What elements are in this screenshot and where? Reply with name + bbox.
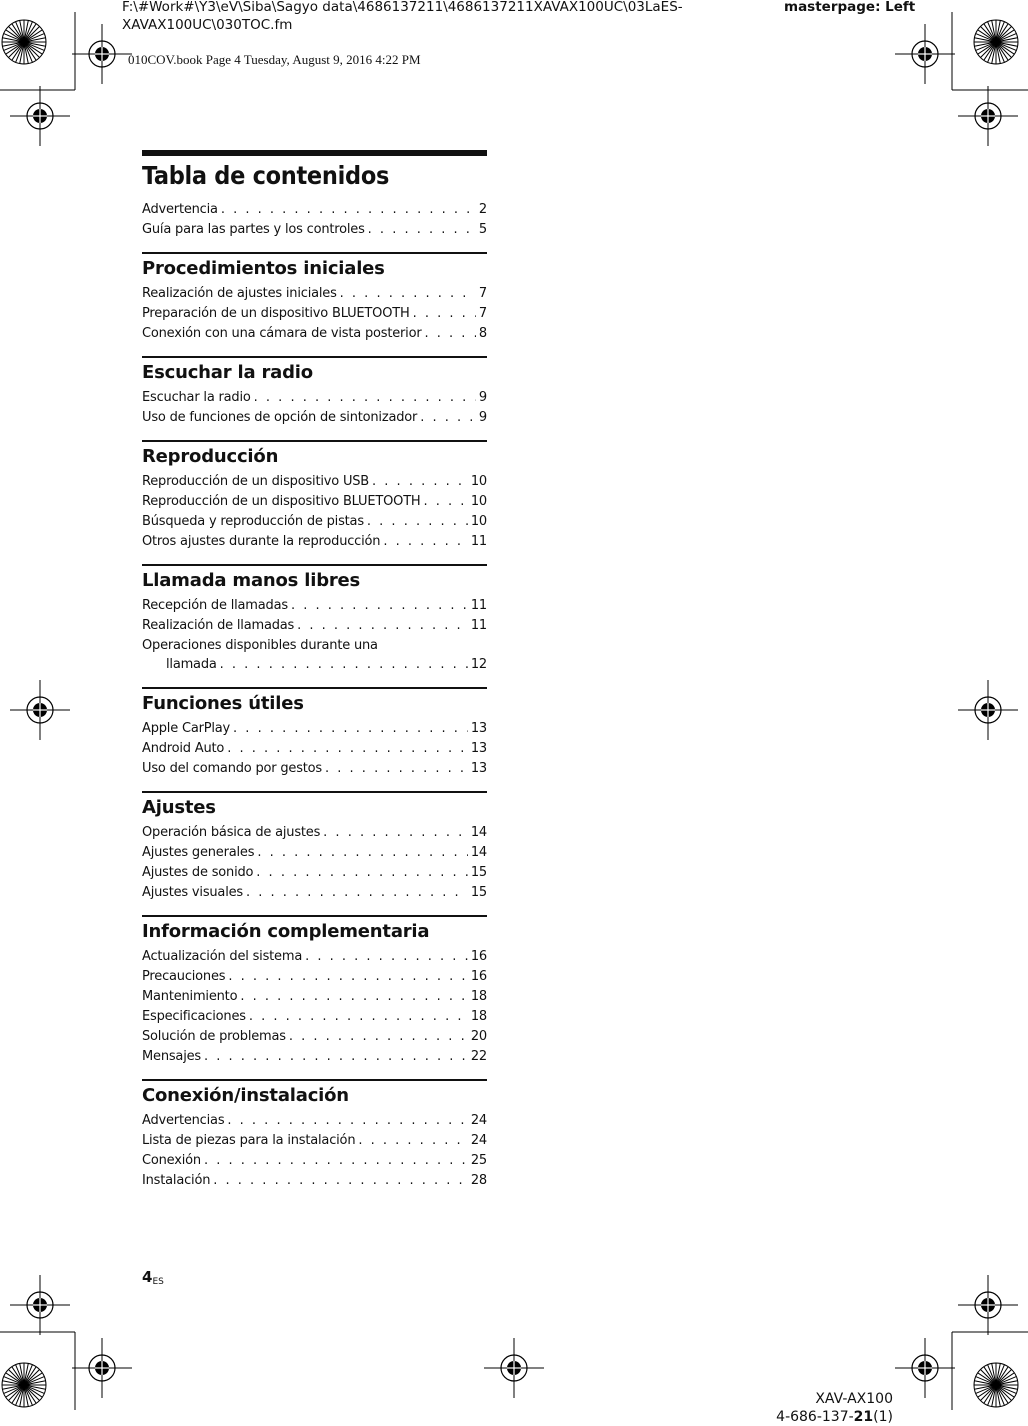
table-of-contents [142,150,487,1191]
toc-entry[interactable]: Conexión con una cámara de vista posterior . . . 8 [142,324,487,344]
toc-title-block [142,150,487,194]
section-title: Reproducción [142,446,279,467]
toc-section-procedimientos [142,252,487,344]
toc-entry[interactable]: Mensajes . . . 22 [142,1047,487,1067]
page-language-suffix: ES [152,1277,164,1287]
toc-entry[interactable]: Apple CarPlay . . . 13 [142,719,487,739]
section-title: Información complementaria [142,921,430,942]
section-title: Funciones útiles [142,693,304,714]
toc-section-reproduccion [142,440,487,552]
toc-entry[interactable]: Escuchar la radio . . . 9 [142,388,487,408]
toc-entry[interactable]: Realización de ajustes iniciales . . . 7 [142,284,487,304]
toc-section-llamada [142,564,487,675]
part-number: 4-686-137-21(1) [776,1409,893,1425]
toc-entry[interactable]: Mantenimiento . . . 18 [142,987,487,1007]
toc-entry[interactable]: Precauciones . . . 16 [142,967,487,987]
model-info [776,1390,893,1426]
toc-entry[interactable]: Actualización del sistema . . . 16 [142,947,487,967]
toc-entry[interactable]: Preparación de un dispositivo BLUETOOTH . . . 7 [142,304,487,324]
toc-entry-line1[interactable]: Operaciones disponibles durante una [142,638,378,653]
toc-section-radio [142,356,487,428]
toc-entry[interactable]: Especificaciones . . . 18 [142,1007,487,1027]
section-title: Conexión/instalación [142,1085,349,1106]
file-path: F:\#Work#\Y3\eV\Siba\Sagyo data\4686137211\4686137211XAVAX100UC\03LaES-XAVAX100UC\030TOC.fm [122,0,683,33]
section-title: Escuchar la radio [142,362,313,383]
book-info-line: 010COV.book Page 4 Tuesday, August 9, 2016 4:22 PM [128,52,421,67]
toc-entry[interactable]: Ajustes visuales . . . 15 [142,883,487,903]
toc-entry[interactable]: Otros ajustes durante la reproducción . . . 11 [142,532,487,552]
toc-intro [142,200,487,240]
toc-entry[interactable]: Uso del comando por gestos . . . 13 [142,759,487,779]
toc-entry[interactable]: Ajustes generales . . . 14 [142,843,487,863]
toc-entry[interactable]: Advertencia . . . 2 [142,200,487,220]
toc-entry[interactable]: Operación básica de ajustes . . . 14 [142,823,487,843]
toc-entry[interactable]: llamada . . . 12 [142,655,487,675]
toc-entry[interactable]: Ajustes de sonido . . . 15 [142,863,487,883]
section-title: Llamada manos libres [142,570,361,591]
toc-entry[interactable]: Uso de funciones de opción de sintonizador . . . 9 [142,408,487,428]
toc-entry[interactable]: Conexión . . . 25 [142,1151,487,1171]
model-name: XAV-AX100 [815,1391,893,1407]
section-title: Ajustes [142,797,216,818]
toc-entry[interactable]: Reproducción de un dispositivo USB . . . 10 [142,472,487,492]
toc-entry[interactable]: Lista de piezas para la instalación . . . 24 [142,1131,487,1151]
toc-entry[interactable]: Recepción de llamadas . . . 11 [142,596,487,616]
toc-entry[interactable]: Instalación . . . 28 [142,1171,487,1191]
toc-section-informacion [142,915,487,1067]
page-number: $4_{ES}$ [142,1268,164,1287]
toc-section-funciones [142,687,487,779]
section-title: Procedimientos iniciales [142,258,385,279]
masterpage-label: masterpage: Left [784,0,916,15]
toc-entry[interactable]: Reproducción de un dispositivo BLUETOOTH . . . 10 [142,492,487,512]
toc-section-conexion [142,1079,487,1191]
toc-title: Tabla de contenidos [142,161,390,190]
toc-entry[interactable]: Android Auto . . . 13 [142,739,487,759]
toc-entry[interactable]: Realización de llamadas . . . 11 [142,616,487,636]
toc-section-ajustes [142,791,487,903]
toc-entry[interactable]: Solución de problemas . . . 20 [142,1027,487,1047]
toc-entry[interactable]: Advertencias . . . 24 [142,1111,487,1131]
toc-entry[interactable]: Búsqueda y reproducción de pistas . . . 10 [142,512,487,532]
toc-entry[interactable]: Guía para las partes y los controles . . . 5 [142,220,487,240]
